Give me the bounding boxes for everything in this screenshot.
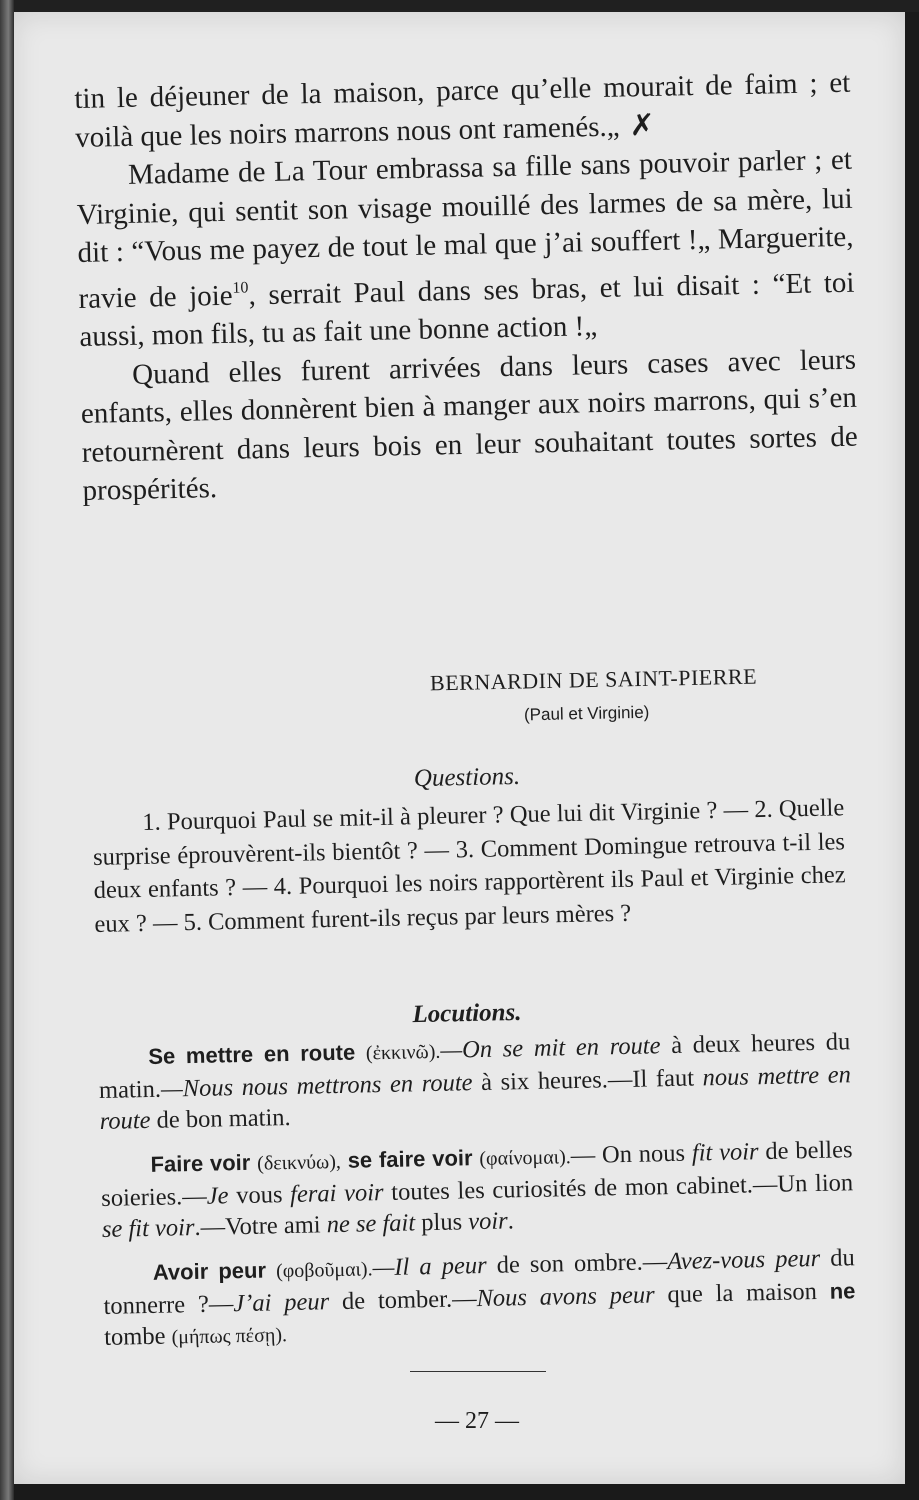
author-name: BERNARDIN DE SAINT-PIERRE [429, 663, 758, 696]
example-text: à deux heures du matin. [98, 1028, 851, 1104]
example-text: du tonnerre ?— [103, 1244, 855, 1320]
example-bold: ne [829, 1278, 856, 1304]
example-italic: fit voir [691, 1138, 759, 1167]
example-text: de bon matin. [150, 1103, 291, 1134]
page-number: — 27 — [435, 1408, 519, 1434]
work-title: (Paul et Virginie) [523, 702, 650, 725]
footnote-marker: 10 [232, 278, 249, 297]
example-italic: ne se fait [326, 1209, 416, 1239]
story-paragraph-2 [76, 141, 856, 357]
example-text: de belles soieries.— [100, 1136, 853, 1212]
locution-entry-3 [103, 1242, 857, 1355]
locution-term: Avoir peur [152, 1257, 267, 1285]
story-paragraph-3: Quand elles furent arrivées dans leurs cases avec leurs enfants, elles donnèrent bien à manger aux noirs marrons, qui s’en retournèrent dans leurs bois en leur souhaitant toutes sortes de prospérités. [80, 343, 858, 507]
greek-gloss: (φαίνομαι). [479, 1146, 571, 1171]
example-italic: se fit voir [101, 1214, 195, 1243]
example-italic: Nous avons peur [476, 1281, 655, 1313]
story-text [74, 64, 859, 511]
questions-text: 1. Pourquoi Paul se mit-il à pleurer ? Que lui dit Virginie ? — 2. Quelle surprise éprouvèrent-ils bientôt ? — 3. Comment Domingue retrouva t-il les deux enfants ? — 4. Pourquoi les noirs rapportèrent ils Paul et Virginie chez eux ? — 5. Comment furent-ils reçus par leurs mères ? [92, 794, 846, 938]
locution-entry-2 [100, 1134, 854, 1245]
example-text: à six heures.—Il faut [472, 1064, 703, 1097]
book-page [12, 12, 905, 1484]
locutions-heading: Locutions. [412, 998, 522, 1029]
example-text: plus [414, 1208, 469, 1237]
example-text: de son ombre.— [486, 1248, 668, 1279]
greek-gloss: (φοβοῦμαι). [275, 1258, 373, 1283]
locution-term: Se mettre en route [148, 1039, 356, 1069]
locution-term: se faire voir [347, 1145, 473, 1173]
section-divider [410, 1371, 546, 1372]
example-text: . [507, 1207, 515, 1235]
example-italic: —Il a peur [372, 1251, 487, 1282]
example-italic: Avez-vous peur [666, 1244, 821, 1276]
story-paragraph-1-text: tin le déjeuner de la maison, parce qu’elle mourait de faim ; et voilà que les noirs marrons nous ont ramenés.„ [74, 66, 851, 154]
example-text: que la maison [654, 1277, 830, 1309]
book-binding-edge [0, 0, 14, 1500]
example-italic: ferai voir [289, 1179, 384, 1209]
scan-top-band [0, 0, 919, 12]
example-italic: Je [206, 1182, 229, 1210]
locutions-block [98, 1026, 857, 1368]
story-paragraph-2-text-a: Madame de La Tour embrassa sa fille sans pouvoir parler ; et Virginie, qui sentit son visage mouillé des larmes de sa mère, lui dit : “Vous me payez de tout le mal que j’ai souffert !„ Marguerite, ravie de joie [76, 143, 854, 315]
example-text: vous [228, 1181, 291, 1210]
pencil-check-mark: ✗ [629, 107, 656, 143]
example-text: toutes les curiosités de mon cabinet.—Un lion [383, 1169, 854, 1207]
greek-gloss: (μήπως πέσῃ). [171, 1324, 288, 1349]
example-italic: —On se mit en route [440, 1032, 661, 1064]
example-italic: J’ai peur [233, 1288, 330, 1318]
example-italic: voir [467, 1207, 508, 1236]
example-text: tombe [103, 1322, 172, 1351]
greek-gloss: (ἐκκινῶ). [365, 1040, 441, 1065]
story-paragraph-2-text-b: , serrait Paul dans ses bras, et lui disait : “Et toi aussi, mon fils, tu as fait une bonne action !„ [79, 266, 855, 353]
questions-heading: Questions. [413, 762, 521, 793]
example-text: — On nous [570, 1139, 693, 1170]
questions-block [92, 791, 847, 941]
example-italic: nous mettre en route [99, 1061, 852, 1135]
example-text: de tomber.— [328, 1285, 477, 1316]
locution-entry-1 [98, 1026, 852, 1137]
example-italic: —Nous nous mettrons en route [160, 1069, 473, 1103]
example-text: .—Votre ami [194, 1211, 327, 1242]
greek-gloss: (δεικνύω), [256, 1150, 342, 1175]
locution-term: Faire voir [150, 1149, 251, 1177]
